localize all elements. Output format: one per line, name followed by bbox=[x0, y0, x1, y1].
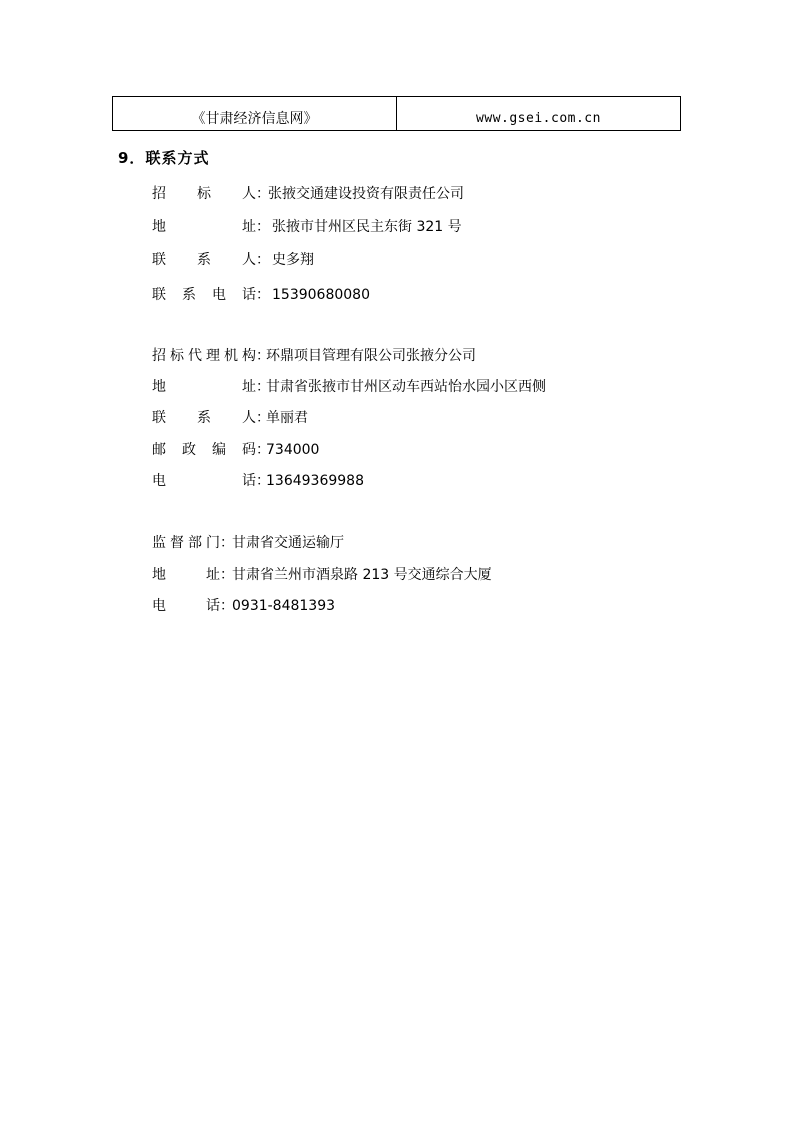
supervisor-label: 监 督 部 门 bbox=[152, 535, 220, 551]
supervisor-value: 甘肃省交通运输厅 bbox=[232, 535, 344, 551]
supervisor-row: 监 督 部 门 ： 甘肃省交通运输厅 bbox=[152, 535, 344, 551]
supervisor-phone-label: 电 话 bbox=[152, 598, 220, 614]
table-cell-site-url bbox=[397, 97, 680, 130]
section-title-text: 联系方式 bbox=[145, 149, 210, 167]
agency-address-row: 地 址 ： 甘肃省张掖市甘州区动车西站怡水园小区西侧 bbox=[152, 379, 546, 395]
tenderer-phone-label: 联 系 电 话 bbox=[152, 287, 256, 303]
agency-postcode-label: 邮 政 编 码 bbox=[152, 442, 256, 458]
tenderer-address-row: 地 址 ： 张掖市甘州区民主东街 321 号 bbox=[152, 219, 462, 235]
section-heading bbox=[118, 148, 209, 168]
tenderer-phone-value: 15390680080 bbox=[272, 287, 370, 303]
table-cell-site-name bbox=[113, 97, 397, 130]
supervisor-address-label: 地 址 bbox=[152, 567, 220, 583]
agency-phone-value: 13649369988 bbox=[266, 473, 364, 489]
tenderer-address-label: 地 址 bbox=[152, 219, 256, 235]
agency-contact-value: 单丽君 bbox=[266, 410, 308, 426]
website-table-row bbox=[112, 96, 681, 131]
supervisor-phone-row: 电 话 ： 0931-8481393 bbox=[152, 598, 336, 614]
tenderer-phone-row: 联 系 电 话 ： 15390680080 bbox=[152, 287, 370, 303]
agency-postcode-value: 734000 bbox=[266, 442, 320, 458]
site-name-text: 《甘肃经济信息网》 bbox=[191, 111, 318, 127]
agency-phone-label: 电 话 bbox=[152, 473, 256, 489]
section-number: 9． bbox=[118, 149, 146, 167]
agency-address-label: 地 址 bbox=[152, 379, 256, 395]
tenderer-value: 张掖交通建设投资有限责任公司 bbox=[268, 186, 464, 202]
supervisor-phone-value: 0931-8481393 bbox=[232, 598, 336, 614]
tenderer-address-value: 张掖市甘州区民主东街 321 号 bbox=[272, 219, 462, 235]
supervisor-address-value: 甘肃省兰州市酒泉路 213 号交通综合大厦 bbox=[232, 567, 492, 583]
agency-postcode-row: 邮 政 编 码 ： 734000 bbox=[152, 442, 320, 458]
tenderer-row: 招 标 人 ： 张掖交通建设投资有限责任公司 bbox=[152, 186, 464, 202]
agency-contact-label: 联 系 人 bbox=[152, 410, 256, 426]
site-url-text: www.gsei.com.cn bbox=[476, 111, 601, 126]
agency-phone-row: 电 话 ： 13649369988 bbox=[152, 473, 364, 489]
tenderer-contact-row: 联 系 人 ： 史多翔 bbox=[152, 252, 314, 268]
tenderer-label: 招 标 人 bbox=[152, 186, 256, 202]
tenderer-contact-label: 联 系 人 bbox=[152, 252, 256, 268]
supervisor-address-row: 地 址 ： 甘肃省兰州市酒泉路 213 号交通综合大厦 bbox=[152, 567, 492, 583]
agency-contact-row: 联 系 人 ： 单丽君 bbox=[152, 410, 308, 426]
agency-address-value: 甘肃省张掖市甘州区动车西站怡水园小区西侧 bbox=[266, 379, 546, 395]
tenderer-contact-value: 史多翔 bbox=[272, 252, 314, 268]
agency-value: 环鼎项目管理有限公司张掖分公司 bbox=[266, 348, 476, 364]
agency-label: 招 标 代 理 机 构 bbox=[152, 348, 256, 364]
agency-row: 招 标 代 理 机 构 ： 环鼎项目管理有限公司张掖分公司 bbox=[152, 348, 476, 364]
